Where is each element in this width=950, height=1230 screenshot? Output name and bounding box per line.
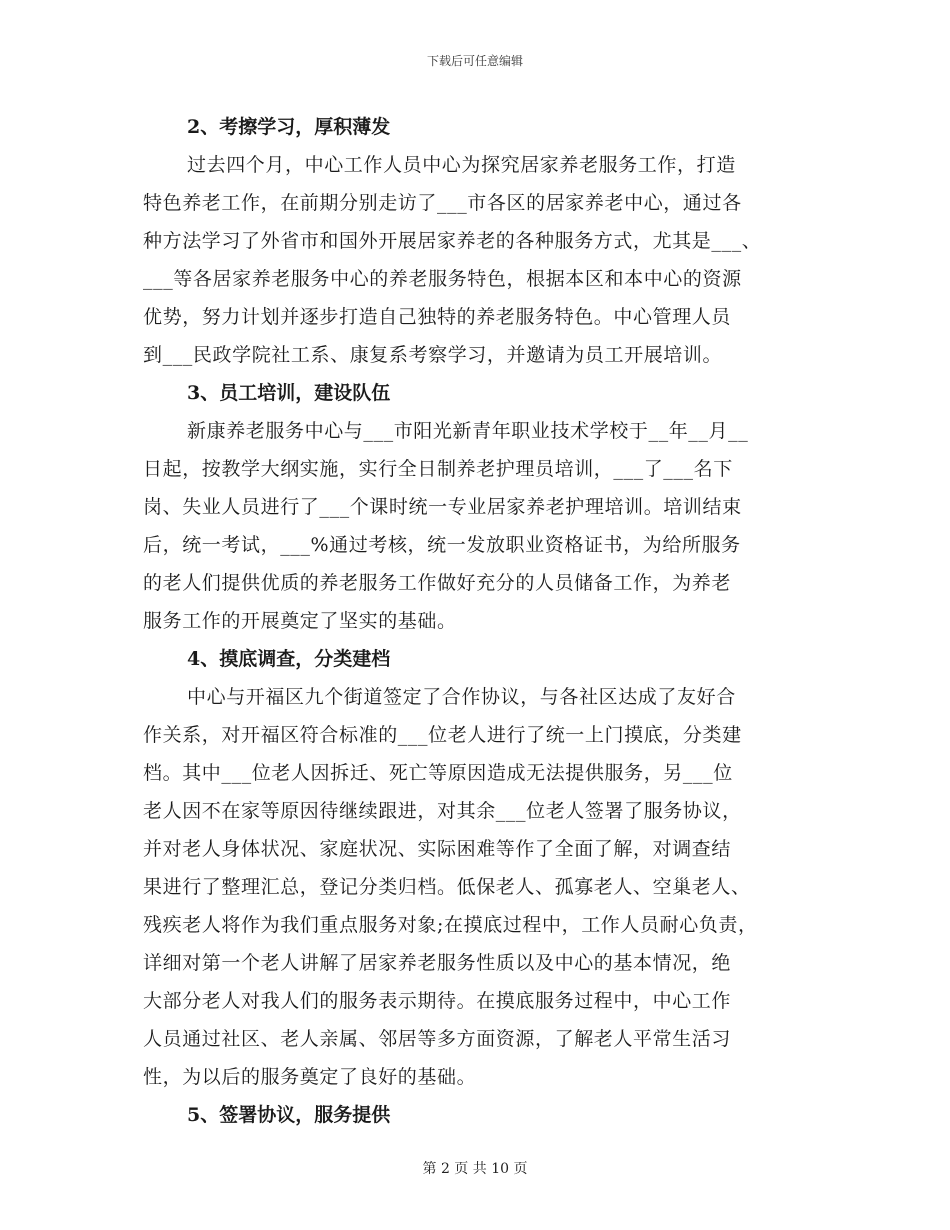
page-header: 下载后可任意编辑: [426, 54, 523, 68]
paragraph-line: 后，统一考试，___%通过考核，统一发放职业资格证书，为给所服务: [143, 534, 741, 556]
section-heading: 3、员工培训，建设队伍: [187, 382, 391, 404]
paragraph-line: 岗、失业人员进行了___个课时统一专业居家养老护理培训。培训结束: [143, 496, 742, 518]
paragraph-line: 残疾老人将作为我们重点服务对象;在摸底过程中，工作人员耐心负责，: [143, 914, 758, 936]
paragraph-line: 作关系，对开福区符合标准的___位老人进行了统一上门摸底，分类建: [143, 724, 742, 746]
paragraph-line: 人员通过社区、老人亲属、邻居等多方面资源，了解老人平常生活习: [143, 1028, 732, 1050]
paragraph-line: 中心与开福区九个街道签定了合作协议，与各社区达成了友好合: [187, 686, 736, 708]
paragraph-line: 的老人们提供优质的养老服务工作做好充分的人员储备工作，为养老: [143, 572, 732, 594]
paragraph-line: 果进行了整理汇总，登记分类归档。低保老人、孤寡老人、空巢老人、: [143, 876, 751, 898]
paragraph-line: 种方法学习了外省市和国外开展居家养老的各种服务方式，尤其是___、: [143, 230, 762, 252]
paragraph-line: 性，为以后的服务奠定了良好的基础。: [143, 1066, 477, 1088]
paragraph-line: 服务工作的开展奠定了坚实的基础。: [143, 610, 457, 632]
paragraph-line: 日起，按教学大纲实施，实行全日制养老护理员培训，___了___名下: [143, 458, 733, 480]
paragraph-line: 并对老人身体状况、家庭状况、实际困难等作了全面了解，对调查结: [143, 838, 732, 860]
document-body: [143, 108, 811, 1134]
section-heading: 2、考擦学习，厚积薄发: [187, 116, 391, 138]
paragraph-line: 过去四个月，中心工作人员中心为探究居家养老服务工作，打造: [187, 154, 736, 176]
paragraph-line: 优势，努力计划并逐步打造自己独特的养老服务特色。中心管理人员: [143, 306, 732, 328]
paragraph-line: 新康养老服务中心与___市阳光新青年职业技术学校于__年__月__: [187, 420, 749, 442]
paragraph-line: ___等各居家养老服务中心的养老服务特色，根据本区和本中心的资源: [143, 268, 742, 290]
paragraph-line: 详细对第一个老人讲解了居家养老服务性质以及中心的基本情况，绝: [143, 952, 732, 974]
page-number: 第 2 页 共 10 页: [422, 1161, 528, 1177]
paragraph-line: 特色养老工作，在前期分别走访了___市各区的居家养老中心，通过各: [143, 192, 742, 214]
paragraph-line: 到___民政学院社工系、康复系考察学习，并邀请为员工开展培训。: [143, 344, 723, 366]
section-heading: 5、签署协议，服务提供: [187, 1104, 391, 1126]
paragraph-line: 大部分老人对我人们的服务表示期待。在摸底服务过程中，中心工作: [143, 990, 732, 1012]
paragraph-line: 老人因不在家等原因待继续跟进，对其余___位老人签署了服务协议，: [143, 800, 742, 822]
section-heading: 4、摸底调查，分类建档: [187, 648, 391, 670]
paragraph-line: 档。其中___位老人因拆迁、死亡等原因造成无法提供服务，另___位: [143, 762, 733, 784]
